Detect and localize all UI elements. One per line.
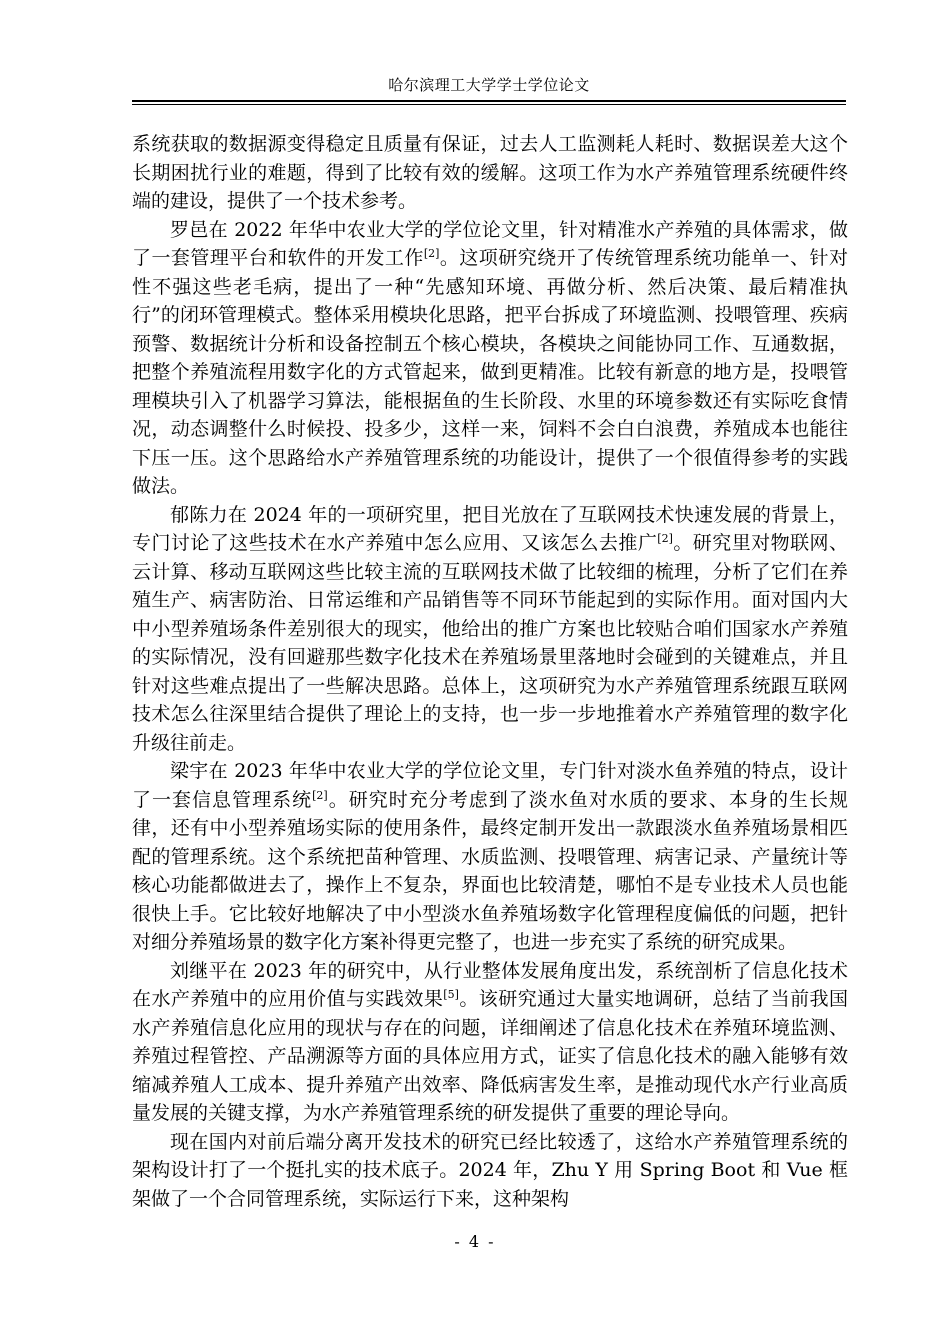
citation: [2]	[423, 247, 440, 260]
paragraph-4: 梁宇在 2023 年华中农业大学的学位论文里，专门针对淡水鱼养殖的特点，设计了一套信息管理系统[2]。研究时充分考虑到了淡水鱼对水质的要求、本身的生长规律，还有中小型养殖场实际的使用条件，最终定制开发出一款跟淡水鱼养殖场景相匹配的管理系统。这个系统把苗种管理、水质监测、投喂管理、病害记录、产量统计等核心功能都做进去了，操作上不复杂，界面也比较清楚，哪怕不是专业技术人员也能很快上手。它比较好地解决了中小型淡水鱼养殖场数字化管理程度偏低的问题，把针对细分养殖场景的数字化方案补得更完整了，也进一步充实了系统的研究成果。	[132, 760, 848, 953]
citation: [5]	[443, 988, 459, 1001]
paragraph-2: 罗邑在 2022 年华中农业大学的学位论文里，针对精准水产养殖的具体需求，做了一套管理平台和软件的开发工作[2]。这项研究绕开了传统管理系统功能单一、针对性不强这些老毛病，提出了一种“先感知环境、再做分析、然后决策、最后精准执行”的闭环管理模式。整体采用模块化思路，把平台拆成了环境监测、投喂管理、疾病预警、数据统计分析和设备控制五个核心模块，各模块之间能协同工作、互通数据，把整个养殖流程用数字化的方式管起来，做到更精准。比较有新意的地方是，投喂管理模块引入了机器学习算法，能根据鱼的生长阶段、水里的环境参数还有实际吃食情况，动态调整什么时候投、投多少，这样一来，饲料不会白白浪费，养殖成本也能往下压一压。这个思路给水产养殖管理系统的功能设计，提供了一个很值得参考的实践做法。	[132, 218, 848, 497]
running-header: 哈尔滨理工大学学士学位论文	[388, 76, 590, 94]
paragraph-6: 现在国内对前后端分离开发技术的研究已经比较透了，这给水产养殖管理系统的架构设计打了一个挺扎实的技术底子。2024 年，Zhu Y 用 Spring Boot 和 Vue 框架做了一个合同管理系统，实际运行下来，这种架构	[132, 1130, 848, 1210]
citation: [2]	[657, 532, 673, 545]
page-number: - 4 -	[454, 1232, 496, 1251]
citation: [2]	[312, 788, 328, 802]
paragraph-3: 郁陈力在 2024 年的一项研究里，把目光放在了互联网技术快速发展的背景上，专门讨论了这些技术在水产养殖中怎么应用、又该怎么去推广[2]。研究里对物联网、云计算、移动互联网这些比较主流的互联网技术做了比较细的梳理，分析了它们在养殖生产、病害防治、日常运维和产品销售等不同环节能起到的实际作用。面对国内大中小型养殖场条件差别很大的现实，他给出的推广方案也比较贴合咱们国家水产养殖的实际情况，没有回避那些数字化技术在养殖场景里落地时会碰到的关键难点，并且针对这些难点提出了一些解决思路。总体上，这项研究为水产养殖管理系统跟互联网技术怎么往深里结合提供了理论上的支持，也一步一步地推着水产养殖管理的数字化升级往前走。	[132, 503, 848, 754]
header-rule	[132, 100, 846, 105]
paragraph-1: 系统获取的数据源变得稳定且质量有保证，过去人工监测耗人耗时、数据误差大这个长期困扰行业的难题，得到了比较有效的缓解。这项工作为水产养殖管理系统硬件终端的建设，提供了一个技术参考。	[132, 133, 848, 212]
paragraph-5: 刘继平在 2023 年的研究中，从行业整体发展角度出发，系统剖析了信息化技术在水产养殖中的应用价值与实践效果[5]。该研究通过大量实地调研，总结了当前我国水产养殖信息化应用的现状与存在的问题，详细阐述了信息化技术在养殖环境监测、养殖过程管控、产品溯源等方面的具体应用方式，证实了信息化技术的融入能够有效缩减养殖人工成本、提升养殖产出效率、降低病害发生率，是推动现代水产行业高质量发展的关键支撑，为水产养殖管理系统的研发提供了重要的理论导向。	[132, 959, 848, 1124]
body-text	[132, 130, 848, 1213]
